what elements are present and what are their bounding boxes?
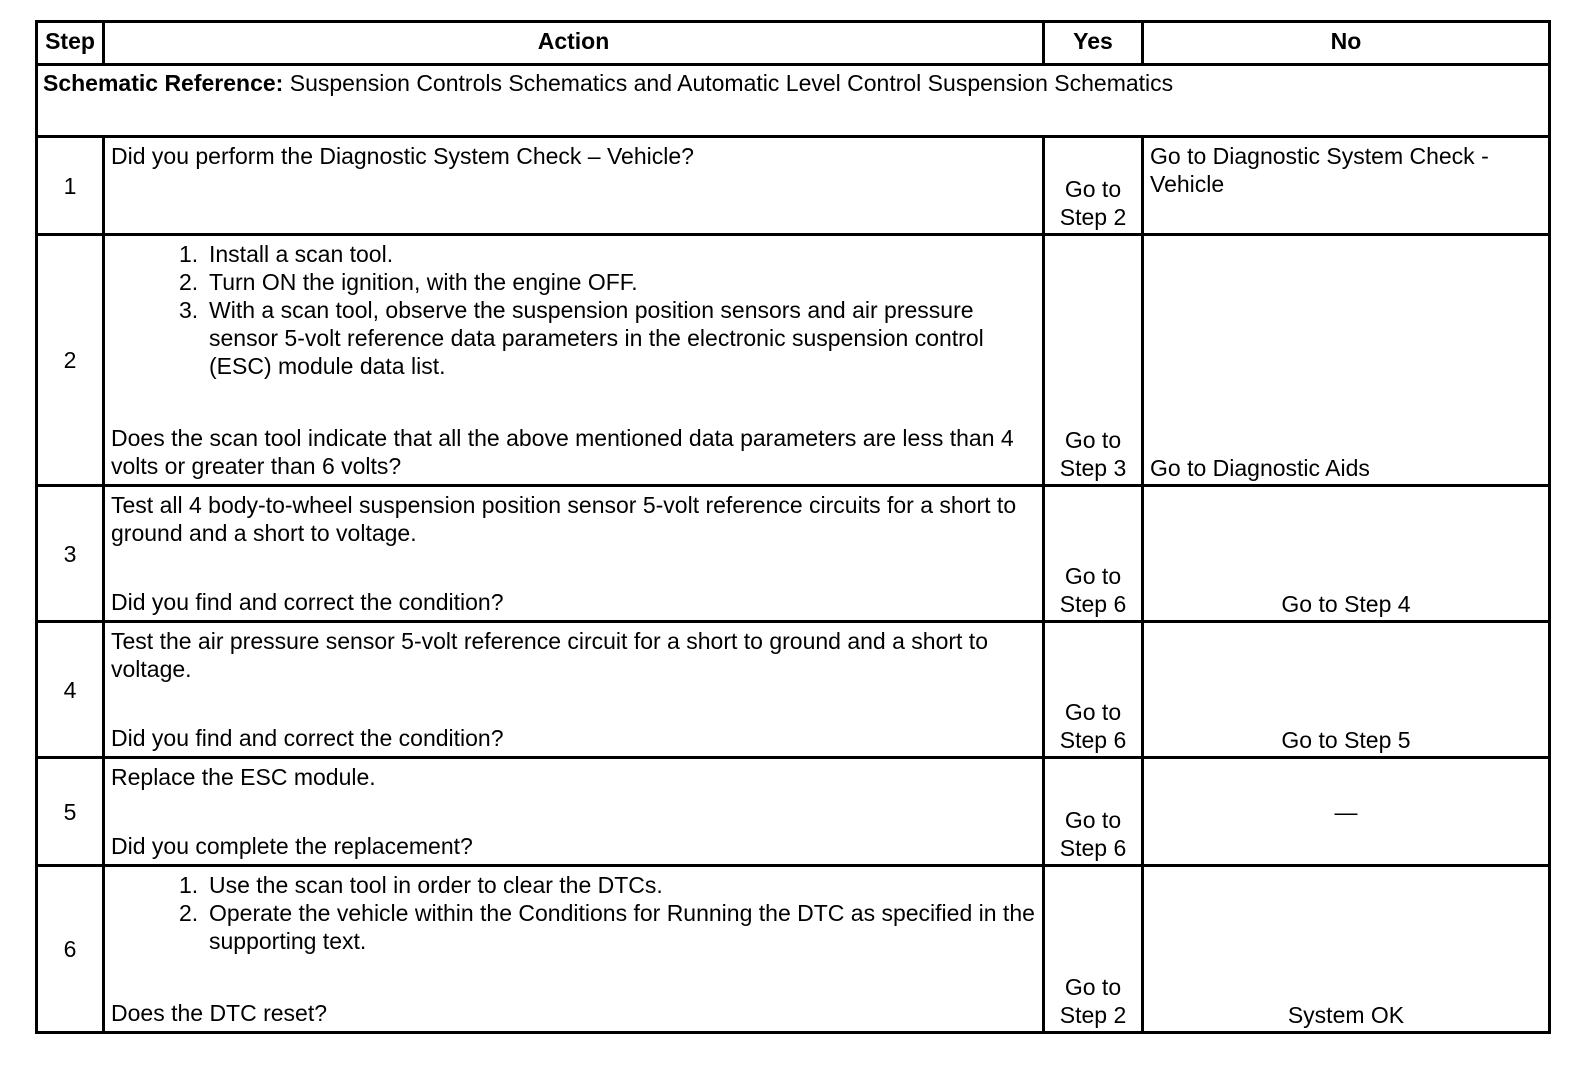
yes-cell xyxy=(1045,759,1144,864)
header-step: Step xyxy=(38,23,105,63)
action-cell xyxy=(105,867,1045,1031)
yes-text: Go to Step 2 xyxy=(1059,176,1127,230)
list-item: 2. Operate the vehicle within the Conditions for Running the DTC as specified in the supporting text. xyxy=(179,900,1035,954)
schematic-text: Suspension Controls Schematics and Automatic Level Control Suspension Schematics xyxy=(283,70,1174,96)
step-number: 2 xyxy=(38,236,105,484)
list-item: 2. Turn ON the ignition, with the engine OFF. xyxy=(179,269,638,295)
no-text: System OK xyxy=(1287,1002,1405,1028)
schematic-label: Schematic Reference: xyxy=(43,70,284,96)
no-cell xyxy=(1144,487,1548,620)
list-item: 3. With a scan tool, observe the suspension position sensors and air pressure sensor 5-volt reference data parameters in the electronic suspension control (ESC) module data list. xyxy=(179,297,984,379)
action-cell xyxy=(105,623,1045,756)
no-cell xyxy=(1144,867,1548,1031)
table-row xyxy=(38,487,1548,623)
list-item: 1. Install a scan tool. xyxy=(179,241,394,267)
no-cell xyxy=(1144,759,1548,864)
header-yes: Yes xyxy=(1045,23,1144,63)
yes-cell xyxy=(1045,236,1144,484)
no-cell xyxy=(1144,138,1548,233)
action-cell xyxy=(105,487,1045,620)
list-item: 1. Use the scan tool in order to clear the DTCs. xyxy=(179,872,663,898)
header-row xyxy=(38,23,1548,66)
table-row xyxy=(38,759,1548,867)
no-text: Go to Step 5 xyxy=(1281,727,1411,753)
question-text: Did you find and correct the condition? xyxy=(111,589,504,615)
question-text: Does the DTC reset? xyxy=(111,1000,328,1026)
no-cell xyxy=(1144,623,1548,756)
no-text: Go to Step 4 xyxy=(1281,591,1411,617)
no-text: — xyxy=(1334,798,1358,825)
step-number: 1 xyxy=(38,138,105,233)
step-number: 5 xyxy=(38,759,105,864)
action-cell xyxy=(105,759,1045,864)
schematic-row xyxy=(38,66,1548,138)
no-cell xyxy=(1144,236,1548,484)
yes-cell xyxy=(1045,138,1144,233)
action-cell xyxy=(105,236,1045,484)
question-text: Did you complete the replacement? xyxy=(111,833,473,859)
table-row xyxy=(38,867,1548,1031)
question-text: Does the scan tool indicate that all the above mentioned data parameters are less than 4 volts or greater than 6 volts? xyxy=(111,425,1014,479)
diagnostic-table xyxy=(35,20,1551,1034)
action-text: Did you perform the Diagnostic System Check – Vehicle? xyxy=(111,143,694,169)
yes-text: Go to Step 6 xyxy=(1059,807,1127,861)
action-cell xyxy=(105,138,1045,233)
yes-cell xyxy=(1045,487,1144,620)
header-action: Action xyxy=(105,23,1045,63)
action-steps xyxy=(111,240,1036,380)
yes-text: Go to Step 2 xyxy=(1059,974,1127,1028)
yes-text: Go to Step 3 xyxy=(1059,427,1127,481)
action-text: Replace the ESC module. xyxy=(111,764,376,790)
header-no: No xyxy=(1330,28,1362,54)
yes-text: Go to Step 6 xyxy=(1059,563,1127,617)
action-steps xyxy=(111,871,1036,955)
step-number: 3 xyxy=(38,487,105,620)
question-text: Did you find and correct the condition? xyxy=(111,725,504,751)
no-text: Go to Diagnostic Aids xyxy=(1150,455,1370,481)
yes-cell xyxy=(1045,867,1144,1031)
step-number: 6 xyxy=(38,867,105,1031)
table-row xyxy=(38,623,1548,759)
yes-text: Go to Step 6 xyxy=(1059,699,1127,753)
no-text: Go to Diagnostic System Check - Vehicle xyxy=(1150,143,1489,197)
table-row xyxy=(38,236,1548,487)
yes-cell xyxy=(1045,623,1144,756)
step-number: 4 xyxy=(38,623,105,756)
schematic-reference xyxy=(38,66,1548,135)
action-text: Test the air pressure sensor 5-volt reference circuit for a short to ground and a short to voltage. xyxy=(111,628,988,682)
action-text: Test all 4 body-to-wheel suspension position sensor 5-volt reference circuits for a short to ground and a short to voltage. xyxy=(111,492,1017,546)
table-row xyxy=(38,138,1548,236)
